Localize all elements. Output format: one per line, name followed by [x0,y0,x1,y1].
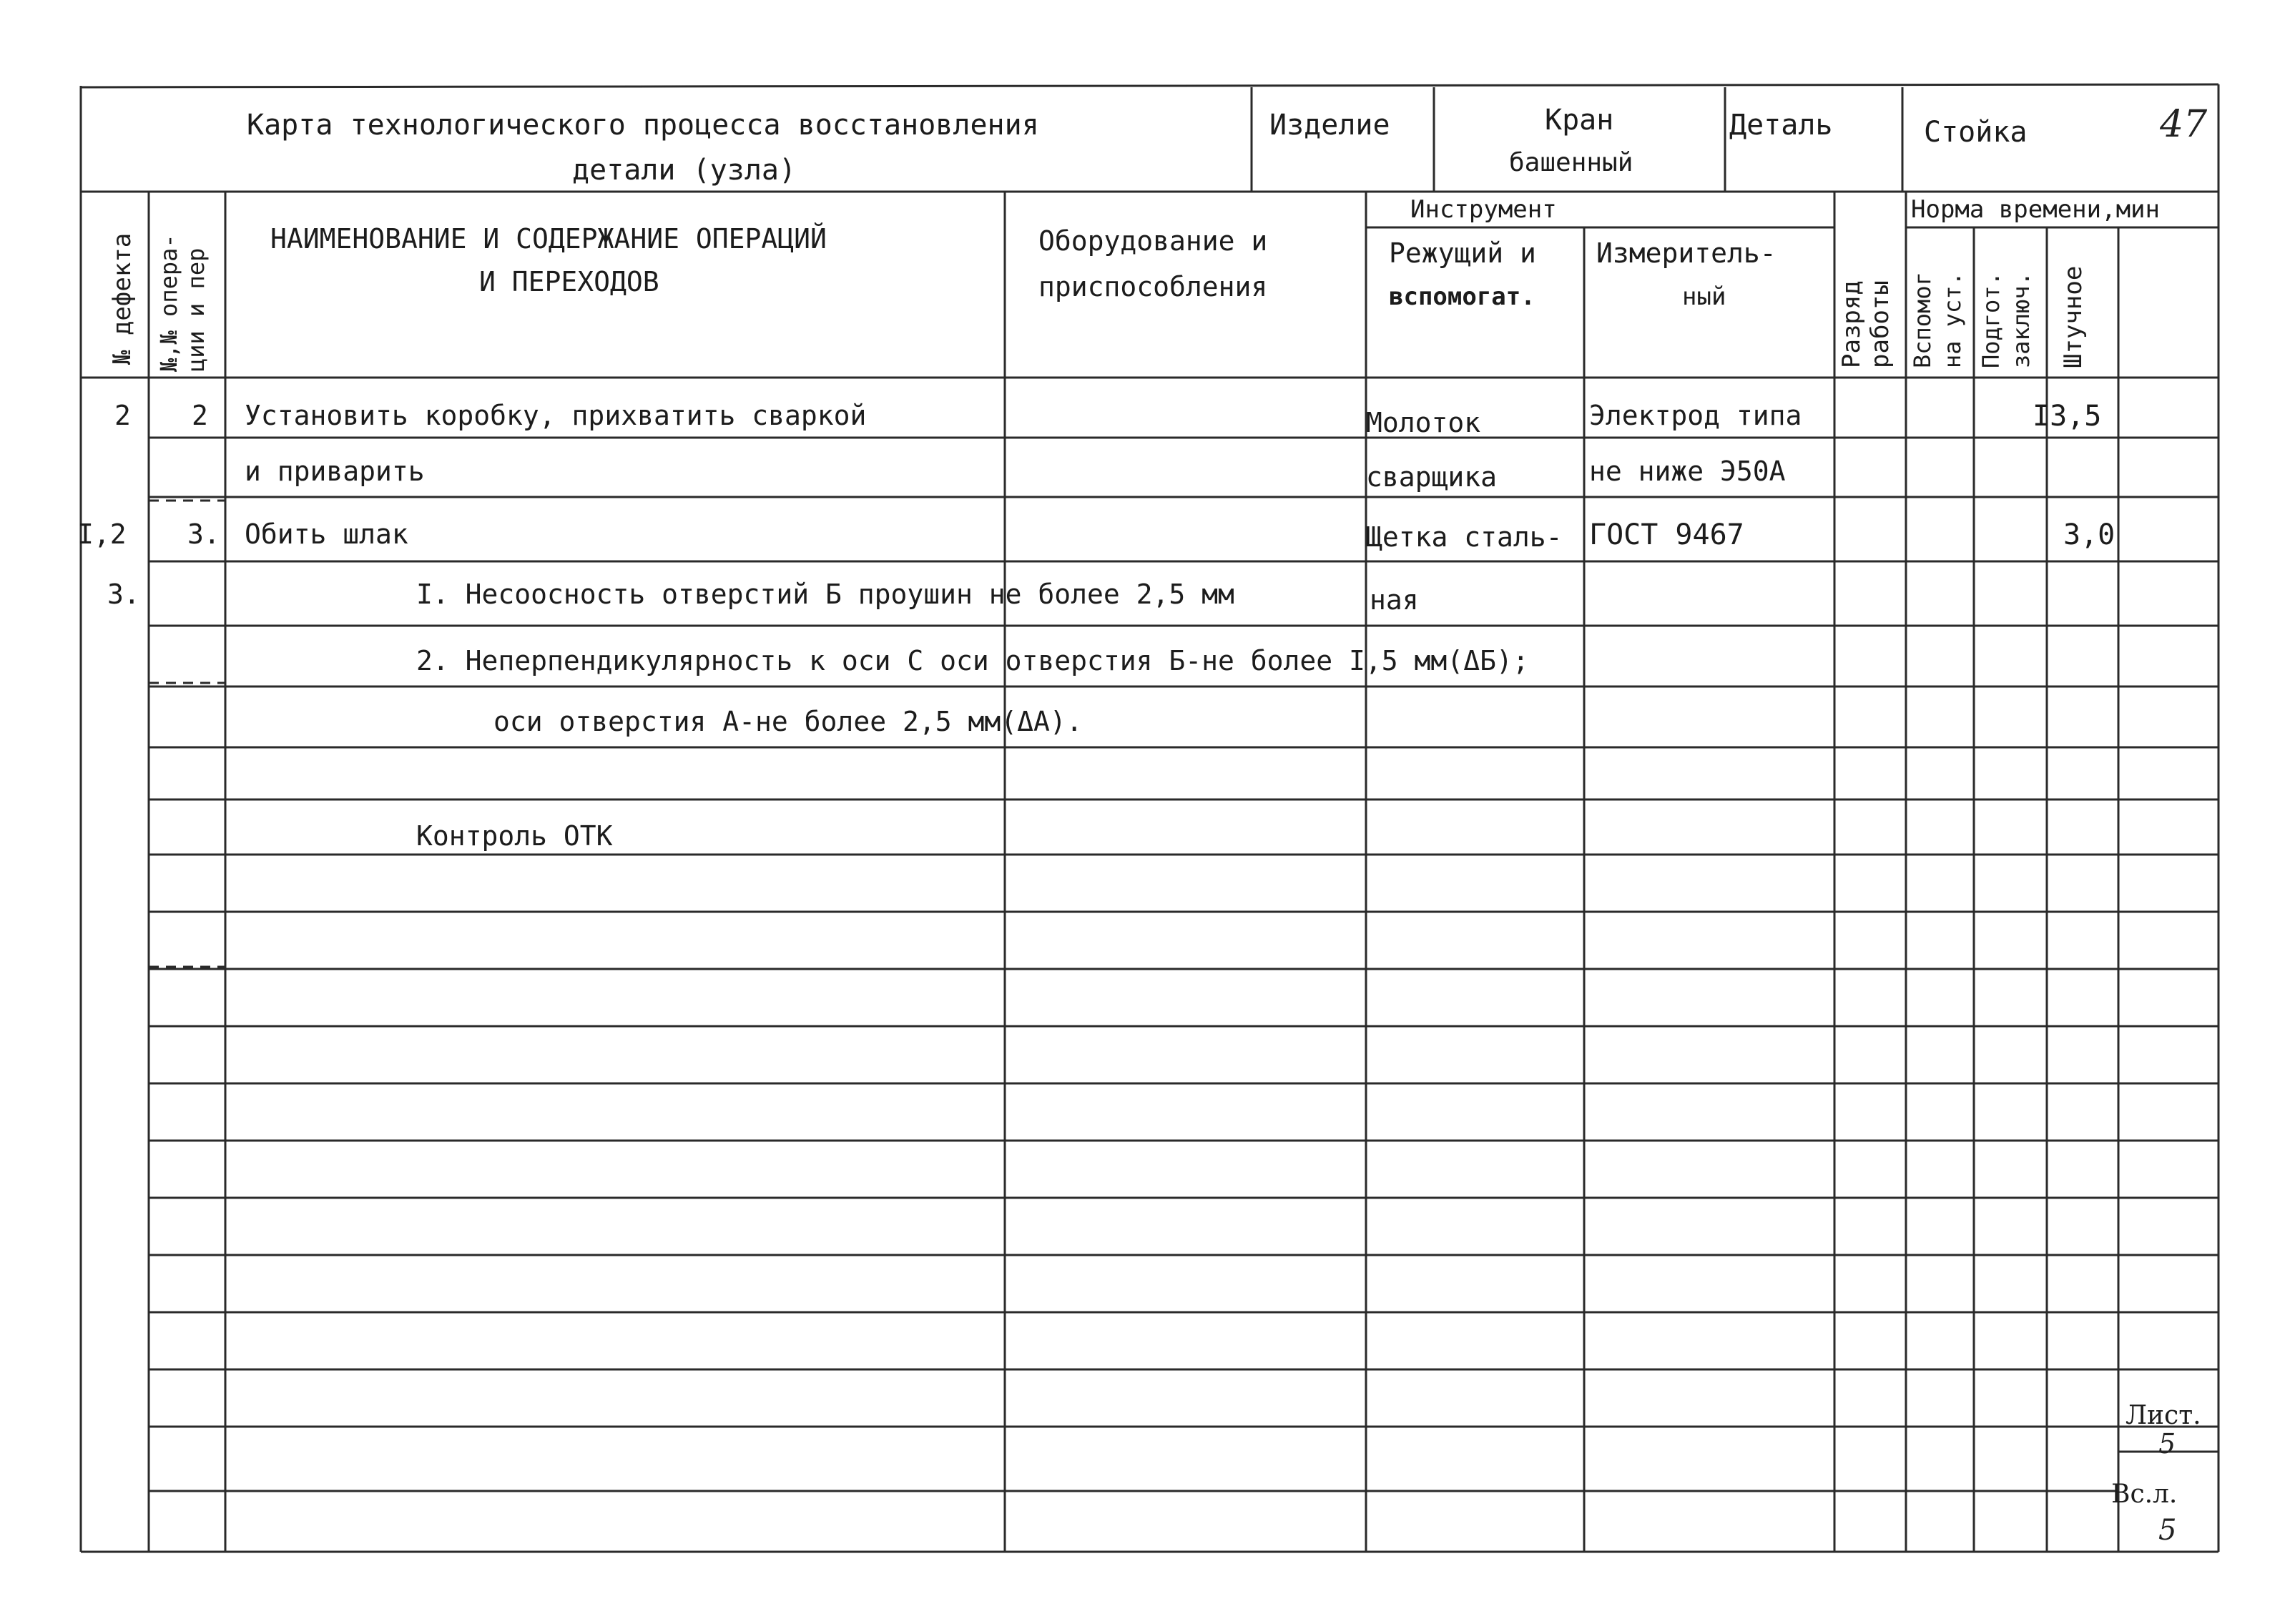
row1-piece-time: I3,5 [2033,400,2102,433]
row4-cutting: ная [1370,584,1419,616]
col-aux-line2: на уст. [1939,272,1966,368]
sheet-label: Лист. [2126,1401,2201,1430]
col-equipment-line2: приспособления [1038,271,1268,302]
row3-text: Обить шлак [245,518,408,550]
col-prep-line2: заключ. [2008,272,2035,368]
row4-defect: 3. [107,579,140,610]
product-label: Изделие [1269,109,1390,142]
col-piece: Штучное [2059,265,2088,368]
row2-cutting: сварщика [1366,461,1498,493]
row7-text: Контроль ОТК [416,820,613,852]
row3-cutting: Щетка сталь- [1366,521,1563,553]
col-tool-group: Инструмент [1410,195,1557,224]
row3-piece-time: 3,0 [2063,518,2116,551]
product-value-line2: башенный [1509,148,1633,177]
row3-defect: I,2 [77,518,127,550]
row3-measuring: ГОСТ 9467 [1589,518,1744,551]
row3-op: 3. [187,518,220,550]
row1-text: Установить коробку, прихватить сваркой [245,400,867,431]
col-grade-line2: работы [1866,280,1895,368]
row1-op: 2 [192,400,208,431]
form-title-line1: Карта технологического процесса восстановления [247,109,1039,142]
row1-cutting: Молоток [1366,407,1481,438]
row2-measuring: не ниже Э50А [1589,456,1786,487]
row5-text: 2. Неперпендикулярность к оси С оси отверстия Б-не более I,5 мм(ΔБ); [416,645,1529,676]
col-measuring-line2: ный [1682,282,1726,311]
part-value: Стойка [1924,116,2028,149]
col-cutting-line2: вспомогат. [1389,282,1535,311]
col-name-line2: И ПЕРЕХОДОВ [479,266,659,297]
row2-text: и приварить [245,456,425,487]
col-op-no-line1: №,№ опера- [155,234,182,372]
col-op-no-line2: ции и пер [182,247,210,372]
col-name-line1: НАИМЕНОВАНИЕ И СОДЕРЖАНИЕ ОПЕРАЦИЙ [270,223,827,255]
col-aux-line1: Вспомог [1909,272,1936,368]
row4-text: I. Несоосность отверстий Б проушин не более 2,5 мм [416,579,1234,610]
col-prep-line1: Подгот. [1977,272,2005,368]
part-label: Деталь [1729,109,1833,142]
sheet-value: 5 [2158,1428,2176,1460]
col-cutting-line1: Режущий и [1389,237,1536,269]
col-time-group: Норма времени,мин [1911,195,2160,224]
product-value-line1: Кран [1545,104,1614,137]
page-number-handwritten: 47 [2160,103,2208,146]
col-grade-line1: Разряд [1837,280,1866,368]
total-sheets-label: Вс.л. [2111,1480,2178,1509]
total-sheets-value: 5 [2158,1514,2177,1547]
col-equipment-line1: Оборудование и [1038,225,1268,257]
form-title-line2: детали (узла) [572,154,797,187]
row1-defect: 2 [114,400,131,431]
col-measuring-line1: Измеритель- [1596,237,1777,269]
row6-text: оси отверстия А-не более 2,5 мм(ΔА). [493,706,1083,737]
col-defect-no: № дефекта [108,232,137,365]
row1-measuring: Электрод типа [1589,400,1802,431]
